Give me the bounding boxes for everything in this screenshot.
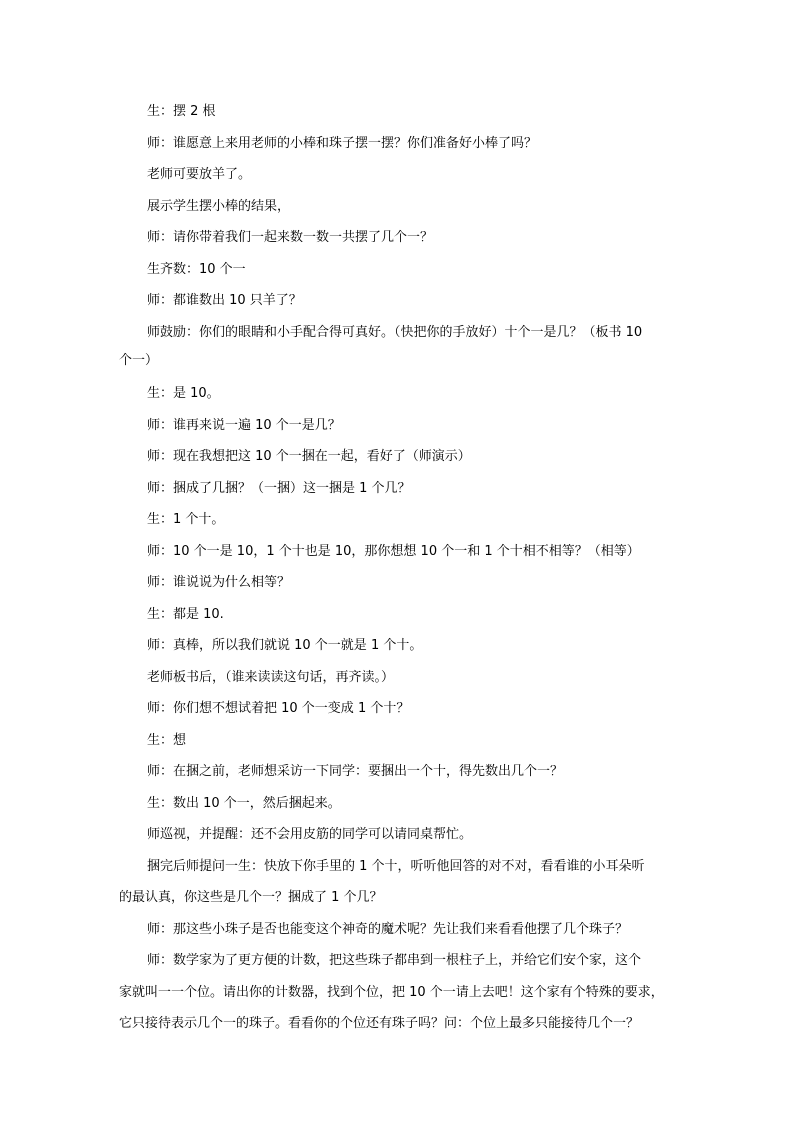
text-line: 老师可要放羊了。 xyxy=(147,167,252,182)
text-line: 生：是 10。 xyxy=(147,386,220,401)
text-line: 师：真棒，所以我们就说 10 个一就是 1 个十。 xyxy=(147,638,423,653)
text-line: 师：那这些小珠子是否也能变这个神奇的魔术呢？先让我们来看看他摆了几个珠子？ xyxy=(147,922,629,937)
text-line: 生：1 个十。 xyxy=(147,512,225,527)
text-line: 的最认真，你这些是几个一？捆成了 1 个几？ xyxy=(119,890,383,905)
text-line: 师：都谁数出 10 只羊了？ xyxy=(147,293,302,308)
text-line: 生齐数：10 个一 xyxy=(147,262,246,277)
text-line: 师：谁再来说一遍 10 个一是几？ xyxy=(147,418,341,433)
text-line: 师：捆成了几捆？（一捆）这一捆是 1 个几？ xyxy=(147,481,411,496)
text-line: 师鼓励：你们的眼睛和小手配合得可真好。（快把你的手放好）十个一是几？（板书 10 xyxy=(147,325,643,340)
text-line: 生：数出 10 个一，然后捆起来。 xyxy=(147,796,341,811)
text-line: 师：谁愿意上来用老师的小棒和珠子摆一摆？你们准备好小棒了吗？ xyxy=(147,136,538,151)
text-line: 它只接待表示几个一的珠子。看看你的个位还有珠子吗？问：个位上最多只能接待几个一？ xyxy=(119,1016,640,1031)
text-line: 生：摆 2 根 xyxy=(147,104,216,119)
text-line: 师：请你带着我们一起来数一数一共摆了几个一？ xyxy=(147,230,434,245)
text-line: 生：都是 10. xyxy=(147,607,224,622)
text-line: 家就叫一一个位。请出你的计数器，找到个位，把 10 个一请上去吧！这个家有个特殊的要求， xyxy=(119,985,664,1000)
text-line: 个一） xyxy=(119,353,159,368)
text-line: 捆完后师提问一生：快放下你手里的 1 个十，听听他回答的对不对，看看谁的小耳朵听 xyxy=(147,859,645,874)
text-line: 师：10 个一是 10，1 个十也是 10，那你想想 10 个一和 1 个十相不相等？（相等） xyxy=(147,544,640,559)
text-line: 师：谁说说为什么相等？ xyxy=(147,575,291,590)
text-line: 师巡视，并提醒：还不会用皮筋的同学可以请同桌帮忙。 xyxy=(147,827,473,842)
text-line: 师：在捆之前，老师想采访一下同学：要捆出一个十，得先数出几个一？ xyxy=(147,764,564,779)
text-line: 师：现在我想把这 10 个一捆在一起，看好了（师演示） xyxy=(147,449,471,464)
text-line: 师：数学家为了更方便的计数，把这些珠子都串到一根柱子上，并给它们安个家，这个 xyxy=(147,953,642,968)
text-line: 展示学生摆小棒的结果， xyxy=(147,199,291,214)
text-line: 老师板书后，（谁来读读这句话，再齐读。） xyxy=(147,670,395,685)
text-line: 师：你们想不想试着把 10 个一变成 1 个十？ xyxy=(147,701,410,716)
text-line: 生：想 xyxy=(147,733,187,748)
